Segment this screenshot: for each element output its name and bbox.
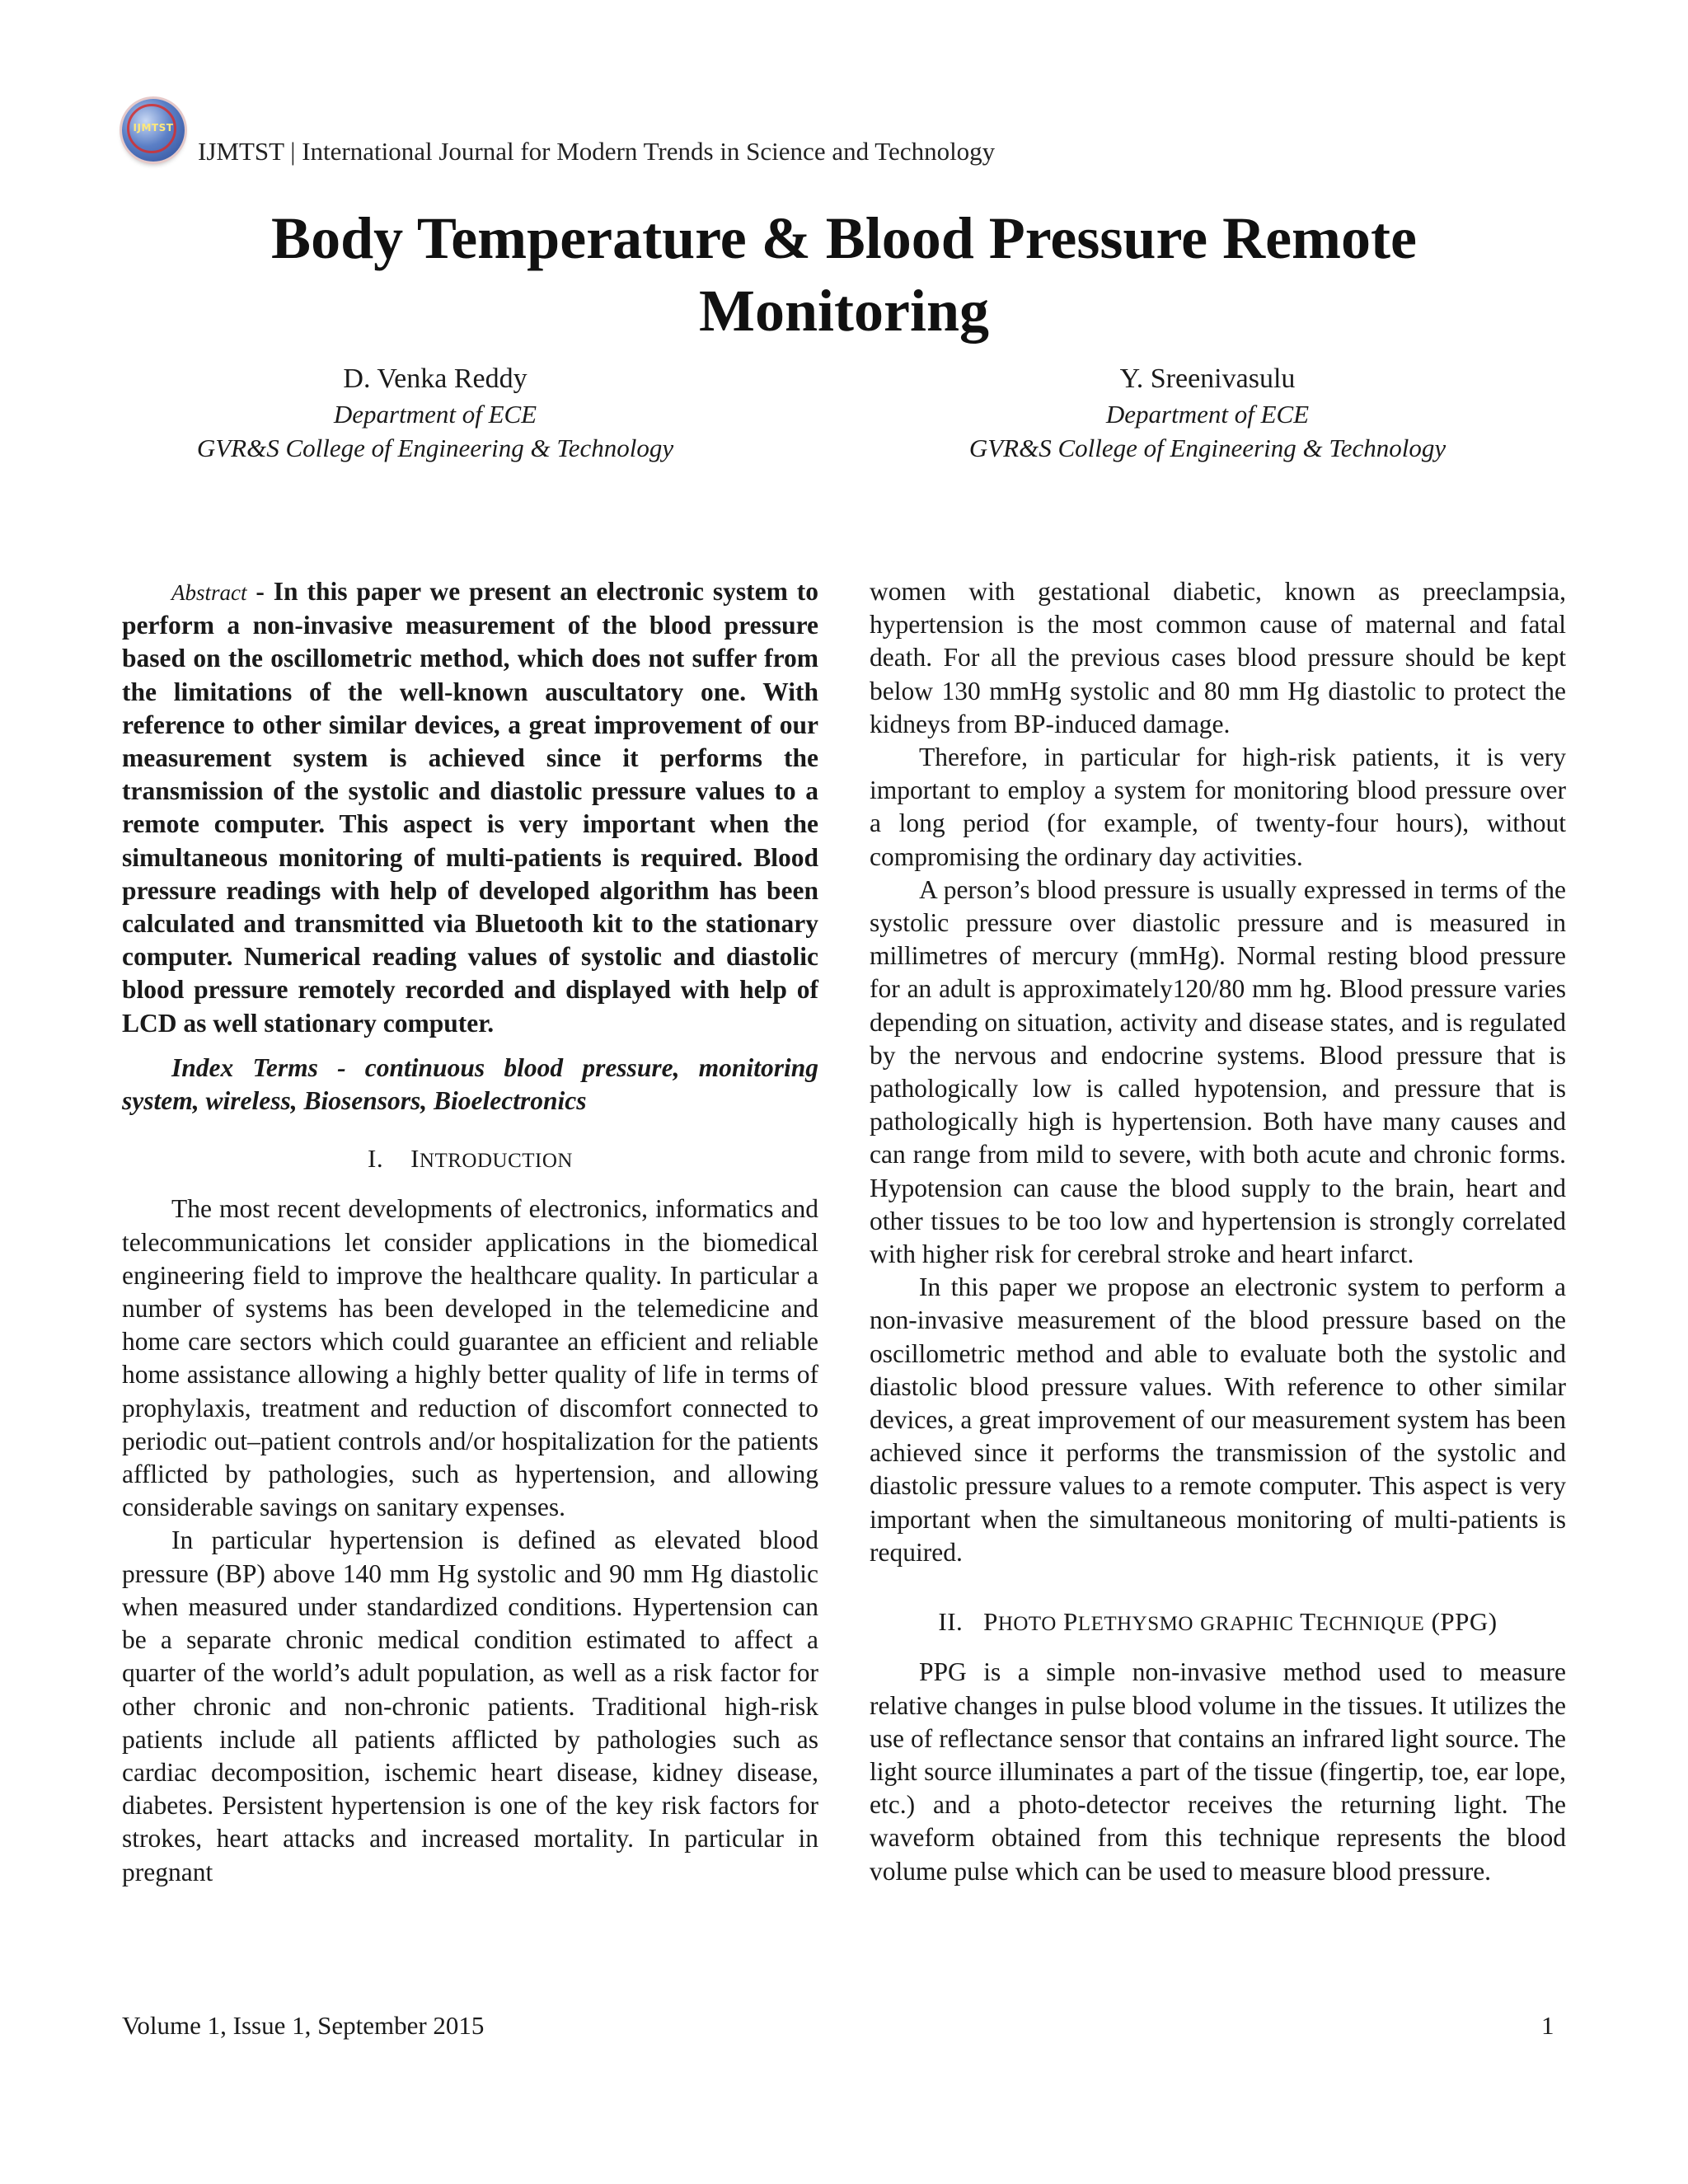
author-1	[122, 361, 748, 465]
author-name: Y. Sreenivasulu	[1119, 363, 1296, 394]
logo-text: IJMTST	[133, 122, 174, 134]
author-college: GVR&S College of Engineering & Technology	[196, 434, 674, 462]
journal-name: IJMTST | International Journal for Modern Trends in Science and Technology	[198, 137, 996, 166]
footer-volume: Volume 1, Issue 1, September 2015	[122, 2011, 485, 2040]
journal-logo-icon	[122, 99, 185, 162]
paragraph: Therefore, in particular for high-risk patients, it is very important to employ a system for monitoring blood pressure over a long period (for example, of twenty-four hours), without compromising the ordinary day activities.	[870, 743, 1566, 871]
author-department: Department of ECE	[1105, 400, 1310, 429]
abstract	[122, 575, 818, 1040]
index-terms: Index Terms - continuous blood pressure, monitoring system, wireless, Biosensors, Bioelectronics	[122, 1052, 818, 1116]
abstract-lead: Abstract	[171, 580, 247, 605]
right-column	[870, 575, 1566, 1888]
author-college: GVR&S College of Engineering & Technology	[968, 434, 1447, 462]
paragraph: In particular hypertension is defined as elevated blood pressure (BP) above 140 mm Hg systolic and 90 mm Hg diastolic when measured under standardized conditions. Hypertension can be a separate chronic medical condition estimated to affect a quarter of the world’s adult population, as well as a risk factor for other chronic and non-chronic patients. Traditional high-risk patients include all patients afflicted by pathologies such as cardiac decomposition, ischemic heart disease, kidney disease, diabetes. Persistent hypertension is one of the key risk factors for strokes, heart attacks and increased mortality. In particular in pregnant	[122, 1526, 818, 1886]
title-line-2: Monitoring	[699, 278, 989, 344]
paragraph: A person’s blood pressure is usually expressed in terms of the systolic pressure over diastolic pressure and is measured in millimetres of mercury (mmHg). Normal resting blood pressure for an adult is approximately120/80 mm hg. Blood pressure varies depending on situation, activity and disease states, and is regulated by the nervous and endocrine systems. Blood pressure that is pathologically low is called hypotension, and pressure that is pathologically high is hypertension. Both have many causes and can range from mild to severe, with both acute and chronic forms. Hypotension can cause the blood supply to the brain, heart and other tissues to be too low and hypertension is strongly correlated with higher risk for cerebral stroke and heart infarct.	[870, 874, 1566, 1269]
page-number: 1	[1541, 2011, 1554, 2040]
section-heading-introduction: I. INTRODUCTION	[368, 1144, 573, 1174]
abstract-text: - In this paper we present an electronic system to perform a non-invasive measurement of the blood pressure based on the oscillometric method, which does not suffer from the limitations of the well-known auscultatory one. With reference to other similar devices, a great improvement of our measurement system is achieved since it performs the transmission of the systolic and diastolic pressure values to a remote computer. This aspect is very important when the simultaneous monitoring of multi-patients is required. Blood pressure readings with help of developed algorithm has been calculated and transmitted via Bluetooth kit to the stationary computer. Numerical reading values of systolic and diastolic blood pressure remotely recorded and displayed with help of LCD as well stationary computer.	[122, 577, 818, 1038]
author-department: Department of ECE	[333, 400, 537, 429]
section-heading-ppg: II. PHOTO PLETHYSMO GRAPHIC TECHNIQUE (PPG)	[938, 1607, 1498, 1637]
author-2	[894, 361, 1521, 465]
left-column	[122, 575, 818, 1889]
title-line-1: Body Temperature & Blood Pressure Remote	[271, 205, 1417, 271]
author-name: D. Venka Reddy	[343, 363, 528, 394]
paragraph: The most recent developments of electronics, informatics and telecommunications let consider applications in the biomedical engineering field to improve the healthcare quality. In particular a number of systems has been developed in the telemedicine and home care sectors which could guarantee an efficient and reliable home assistance allowing a highly better quality of life in terms of prophylaxis, treatment and reduction of discomfort connected to periodic out–patient controls and/or hospitalization for the patients afflicted by pathologies, such as hypertension, and allowing considerable savings on sanitary expenses.	[122, 1194, 818, 1522]
paragraph: In this paper we propose an electronic system to perform a non-invasive measurement of the blood pressure based on the oscillometric method and able to evaluate both the systolic and diastolic blood pressure values. With reference to other similar devices, a great improvement of our measurement system has been achieved since it performs the transmission of the systolic and diastolic pressure values to a remote computer. This aspect is very important when the simultaneous monitoring of multi-patients is required.	[870, 1272, 1566, 1567]
paragraph: PPG is a simple non-invasive method used to measure relative changes in pulse blood volume in the tissues. It utilizes the use of reflectance sensor that contains an infrared light source. The light source illuminates a part of the tissue (fingertip, toe, ear lope, etc.) and a photo-detector receives the returning light. The waveform obtained from this technique represents the blood volume pulse which can be used to measure blood pressure.	[870, 1657, 1566, 1886]
paragraph: women with gestational diabetic, known as preeclampsia, hypertension is the most common cause of maternal and fatal death. For all the previous cases blood pressure should be kept below 130 mmHg systolic and 80 mm Hg diastolic to protect the kidneys from BP-induced damage.	[870, 577, 1566, 738]
paper-title	[0, 202, 1688, 347]
journal-header	[122, 99, 1358, 173]
